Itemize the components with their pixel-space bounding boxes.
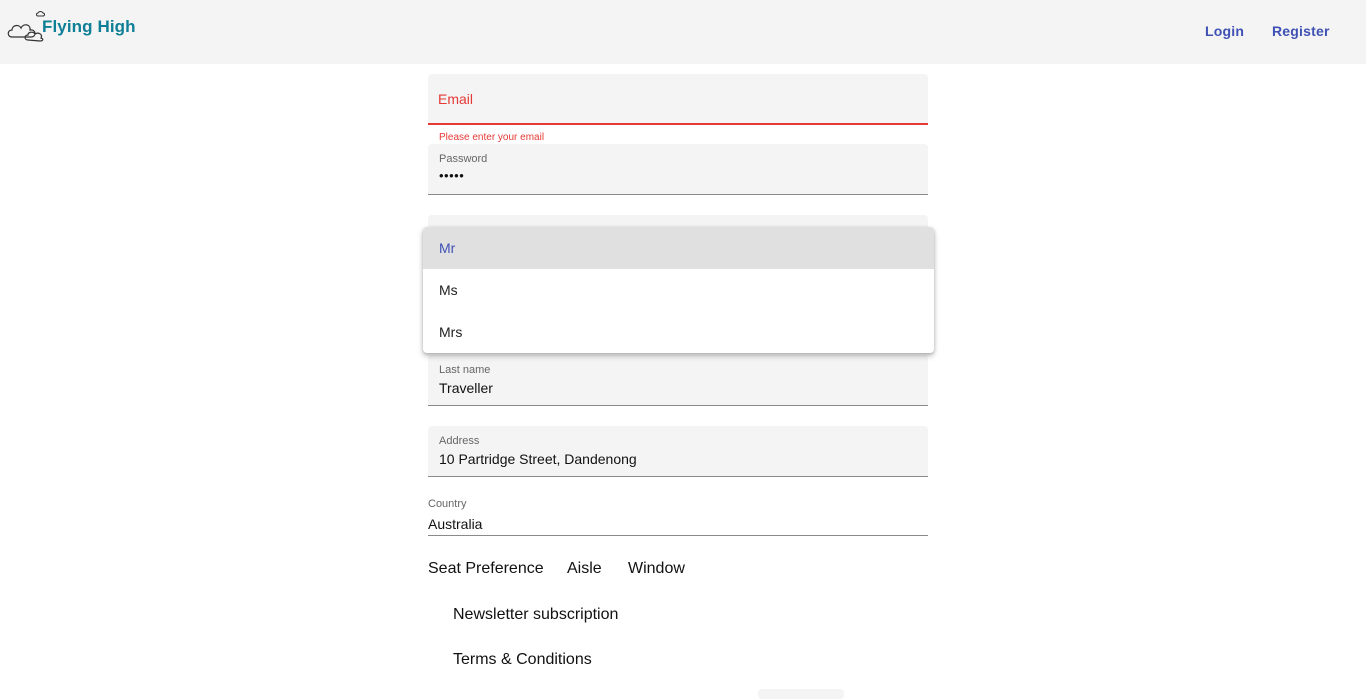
- logo[interactable]: [6, 10, 136, 42]
- terms-checkbox[interactable]: Terms & Conditions: [453, 651, 592, 668]
- password-value: •••••: [439, 168, 465, 183]
- country-value: Australia: [428, 516, 483, 532]
- country-label: Country: [428, 498, 467, 510]
- last-name-field[interactable]: [428, 355, 928, 406]
- title-option-mr[interactable]: Mr: [423, 227, 934, 269]
- password-label: Password: [439, 153, 488, 165]
- login-link[interactable]: Login: [1205, 23, 1245, 39]
- last-name-value: Traveller: [439, 380, 493, 396]
- address-value: 10 Partridge Street, Dandenong: [439, 451, 637, 467]
- newsletter-checkbox[interactable]: Newsletter subscription: [453, 606, 619, 623]
- country-select[interactable]: [428, 492, 928, 536]
- seat-option-aisle[interactable]: Aisle: [567, 560, 602, 577]
- email-error-message: Please enter your email: [439, 132, 545, 143]
- title-dropdown-menu: [423, 227, 934, 353]
- title-option-mrs[interactable]: Mrs: [439, 324, 463, 340]
- seat-option-window[interactable]: Window: [628, 560, 685, 577]
- title-option-ms[interactable]: Ms: [439, 282, 458, 298]
- email-placeholder: Email: [438, 91, 474, 107]
- cloud-logo-icon: [6, 10, 46, 42]
- submit-button[interactable]: [758, 689, 844, 699]
- logo-text: Flying High: [42, 17, 136, 36]
- address-field[interactable]: [428, 426, 928, 477]
- top-navbar: [0, 0, 1366, 64]
- address-label: Address: [439, 435, 480, 447]
- register-link[interactable]: Register: [1272, 23, 1330, 39]
- seat-preference-label: Seat Preference: [428, 560, 544, 577]
- last-name-label: Last name: [439, 364, 491, 376]
- email-field[interactable]: [428, 74, 928, 125]
- password-field[interactable]: [428, 144, 928, 195]
